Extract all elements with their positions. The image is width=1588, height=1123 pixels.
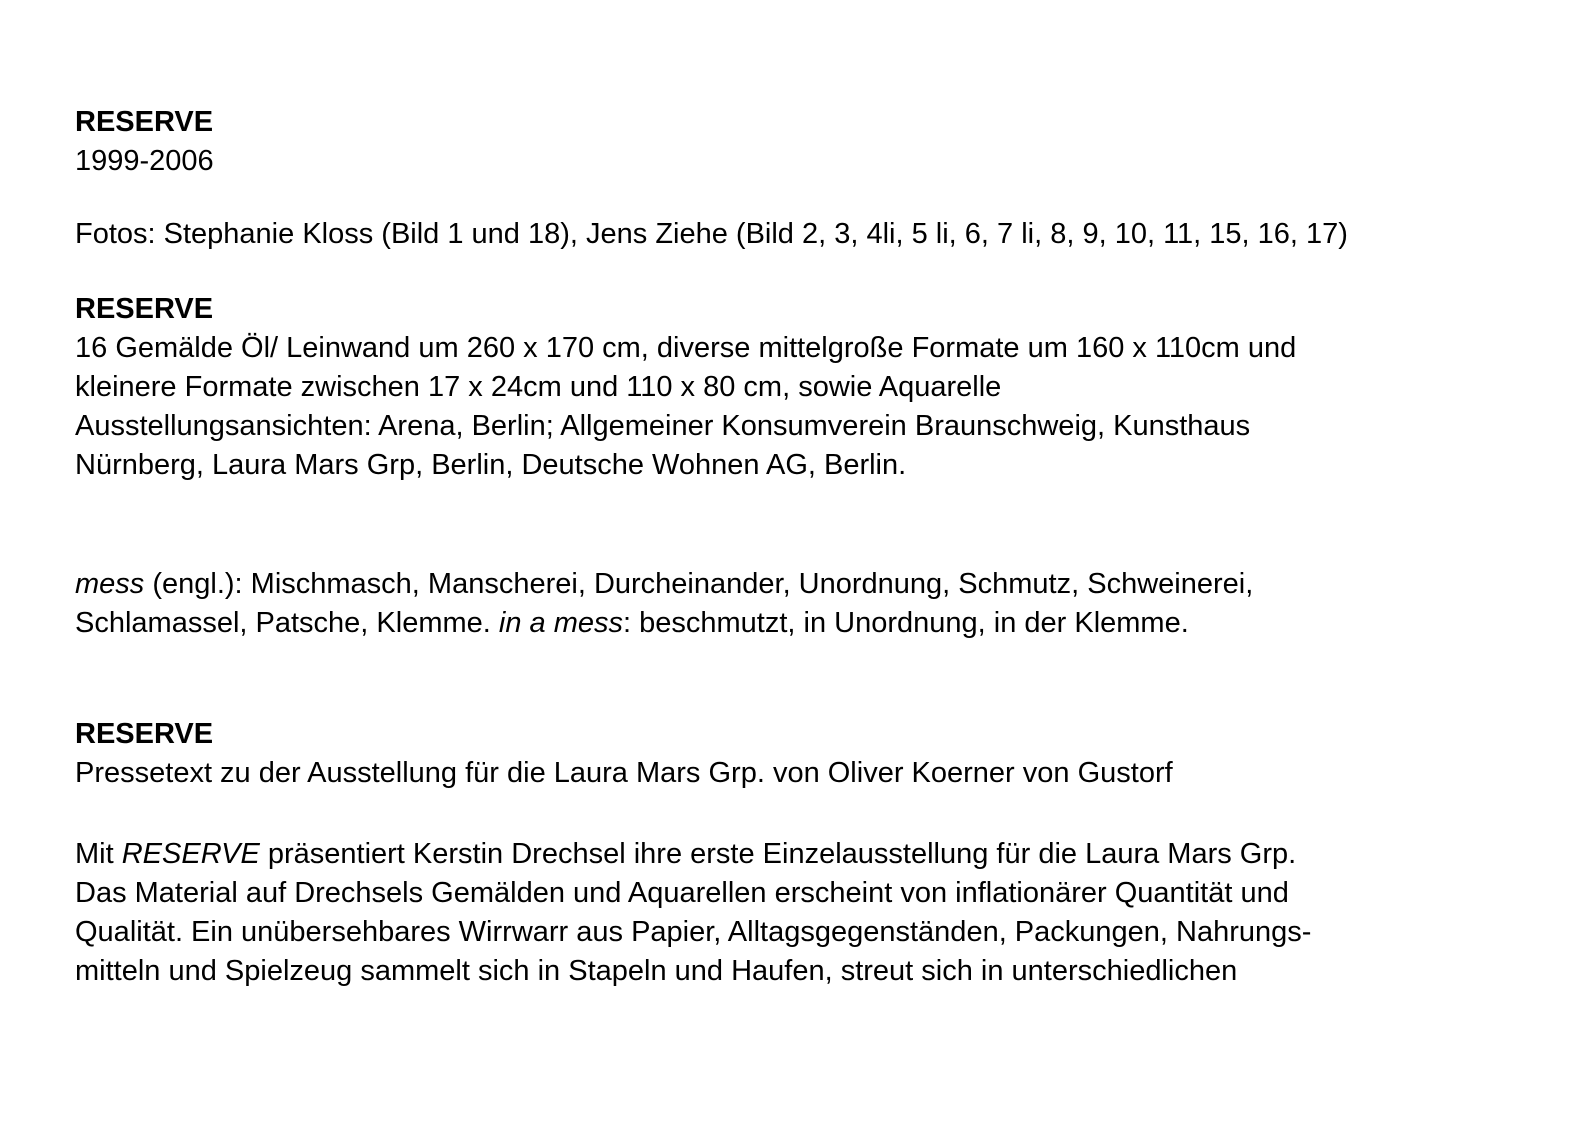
press-para-line-1-lead: Mit — [75, 838, 122, 870]
press-header-block — [75, 715, 1538, 793]
press-para-line-1-text: präsentiert Kerstin Drechsel ihre erste Einzelausstellung für die Laura Mars Grp. — [259, 838, 1297, 870]
works-heading: RESERVE — [75, 293, 214, 325]
definition-line-2-text: : beschmutzt, in Unordnung, in der Klemme. — [623, 607, 1189, 639]
press-para-line-3: Qualität. Ein unübersehbares Wirrwarr aus Papier, Alltagsgegenständen, Packungen, Nahrungs- — [75, 916, 1312, 948]
press-paragraph-block — [75, 835, 1538, 991]
works-block — [75, 290, 1538, 485]
press-para-line-4: mitteln und Spielzeug sammelt sich in Stapeln und Haufen, streut sich in unterschiedlichen — [75, 955, 1238, 987]
photo-credit-block — [75, 215, 1538, 254]
definition-block — [75, 565, 1538, 643]
document-title: RESERVE — [75, 106, 214, 138]
press-para-line-2: Das Material auf Drechsels Gemälden und Aquarellen erscheint von inflationärer Quantität und — [75, 877, 1289, 909]
works-line-1: 16 Gemälde Öl/ Leinwand um 260 x 170 cm, diverse mittelgroße Formate um 160 x 110cm und — [75, 332, 1297, 364]
press-para-title-reserve: RESERVE — [121, 838, 260, 870]
works-line-3: Ausstellungsansichten: Arena, Berlin; Allgemeiner Konsumverein Braunschweig, Kunsthaus — [75, 410, 1251, 442]
definition-line-1 — [75, 565, 1538, 604]
definition-line-2 — [75, 604, 1538, 643]
press-para-line-1 — [75, 835, 1538, 874]
press-heading: RESERVE — [75, 718, 214, 750]
photo-credit-line: Fotos: Stephanie Kloss (Bild 1 und 18), Jens Ziehe (Bild 2, 3, 4li, 5 li, 6, 7 li, 8, 9, 10, 11, 15, 16, 17) — [75, 218, 1348, 250]
definition-term-in-a-mess: in a mess — [498, 607, 623, 639]
works-line-2: kleinere Formate zwischen 17 x 24cm und 110 x 80 cm, sowie Aquarelle — [75, 371, 1002, 403]
header-block — [75, 103, 1538, 181]
definition-line-2-lead: Schlamassel, Patsche, Klemme. — [75, 607, 499, 639]
document-years: 1999-2006 — [75, 145, 214, 177]
press-byline: Pressetext zu der Ausstellung für die Laura Mars Grp. von Oliver Koerner von Gustorf — [75, 757, 1173, 789]
definition-line-1-text: (engl.): Mischmasch, Manscherei, Durcheinander, Unordnung, Schmutz, Schweinerei, — [144, 568, 1254, 600]
works-line-4: Nürnberg, Laura Mars Grp, Berlin, Deutsche Wohnen AG, Berlin. — [75, 449, 907, 481]
definition-term-mess: mess — [75, 568, 145, 600]
